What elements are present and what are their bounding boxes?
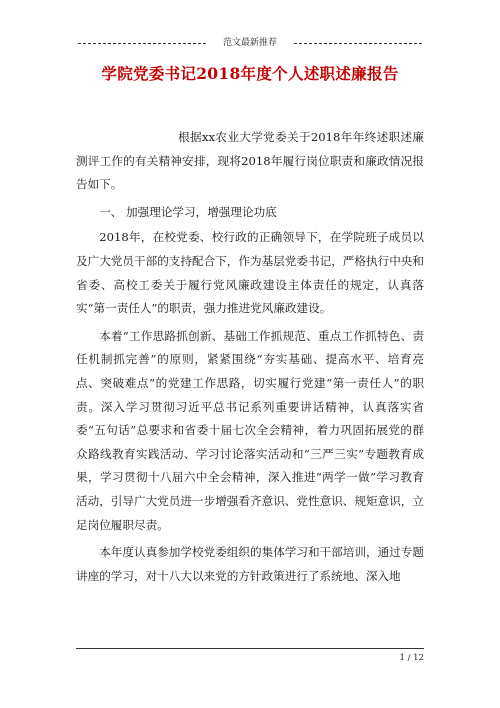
paragraph: 本年度认真参加学校党委组织的集体学习和干部培训，通过专题讲座的学习，对十八大以来党的方针政策进行了系统地、深入地 <box>76 545 424 583</box>
paragraph-intro: 根据xx农业大学党委关于2018年年终述职述廉测评工作的有关精神安排，现将2018年履行岗位职责和廉政情况报告如下。 <box>76 130 424 192</box>
footer-rule <box>76 648 424 649</box>
paragraph: 本着“工作思路抓创新、基础工作抓规范、重点工作抓特色、责任机制抓完善”的原则，紧紧围绕“夯实基础、提高水平、培育亮点、突破难点”的党建工作思路，切实履行党建“第一责任人”的职责。深入学习贯彻习近平总书记系列重要讲话精神，认真落实省委“五句话”总要求和省委十届七次全会精神，着力巩固拓展党的群众路线教育实践活动、学习讨论落实活动和“三严三实”专题教育成果，学习贯彻十八届六中全会精神，深入推进“两学一做”学习教育活动，引导广大党员进一步增强看齐意识、党性意识、规矩意识，立足岗位履职尽责。 <box>76 328 424 532</box>
document-body <box>76 126 424 592</box>
section-heading: 一、 加强理论学习，增强理论功底 <box>99 204 277 219</box>
document-title: 学院党委书记2018年度个人述职述廉报告 <box>101 64 399 83</box>
page-number: 1 / 12 <box>399 653 424 663</box>
header-label: 范文最新推荐 <box>222 38 277 48</box>
header-rule-right <box>294 43 422 44</box>
paragraph: 2018年，在校党委、校行政的正确领导下，在学院班子成员以及广大党员干部的支持配合下，作为基层党委书记，严格执行中央和省委、高校工委关于履行党风廉政建设主体责任的规定，认真落实“第一责任人”的职责，强力推进党风廉政建设。 <box>76 230 424 316</box>
page-header <box>78 36 422 50</box>
